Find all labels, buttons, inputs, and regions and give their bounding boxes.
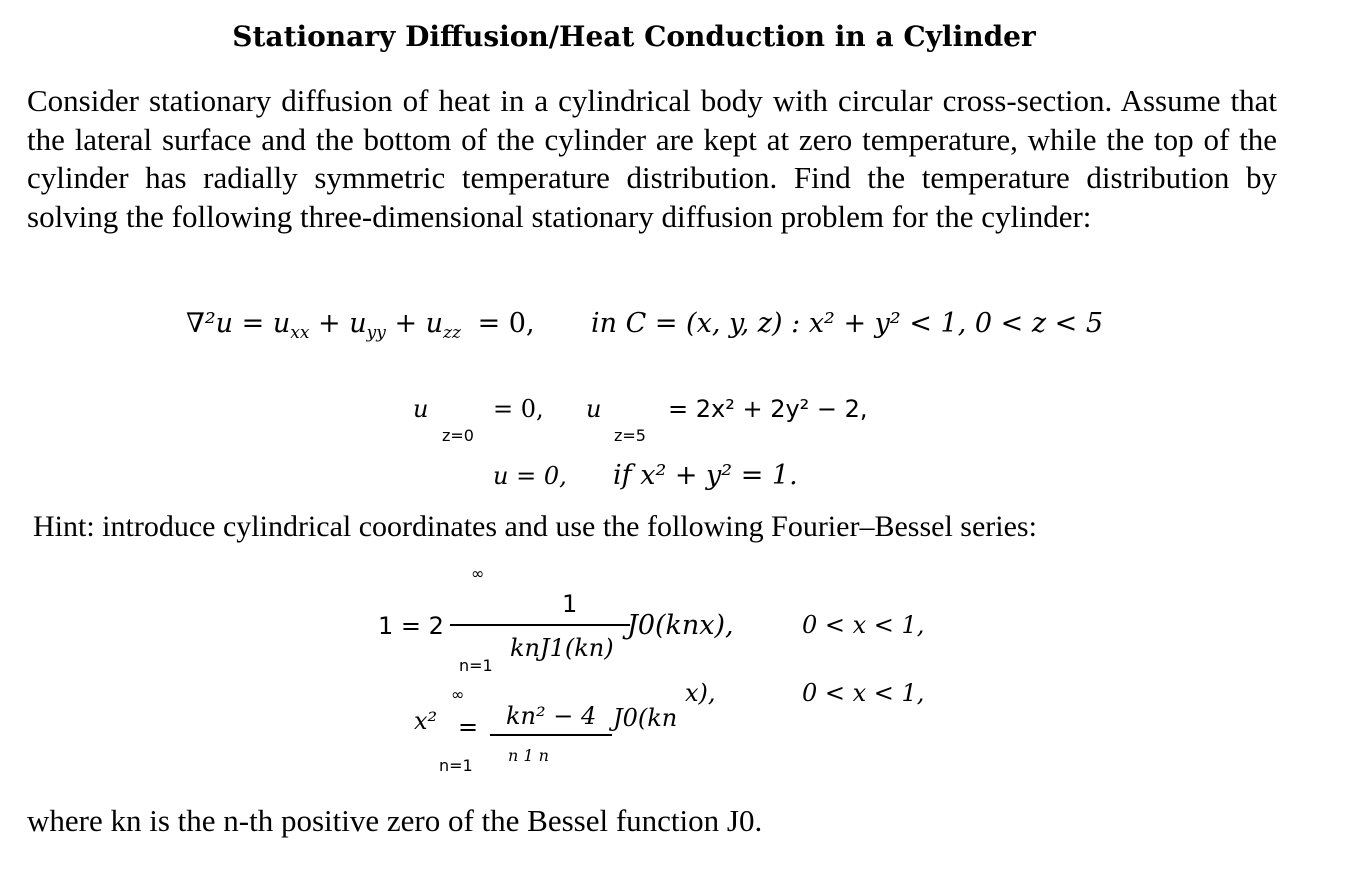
problem-statement: Consider stationary diffusion of heat in a cylindrical body with circular cross-section. Assume that the lateral surface and the bottom of the cylinder are kept at zero temperature, while the top of the cylinder has radially symmetric temperature distribution. Find the temperature distribution by solving the following three-dimensional stationary diffusion problem for the cylinder: bbox=[27, 83, 1277, 234]
bc-u-top: u bbox=[586, 395, 602, 423]
series2-lower-limit: n=1 bbox=[439, 756, 473, 775]
closing-text: where kn is the n-th positive zero of the Bessel function J0. bbox=[27, 803, 763, 838]
series1-denominator: knJ1(kn) bbox=[510, 634, 614, 662]
series2-term-end: x), bbox=[685, 679, 716, 707]
bc-bottom-subscript: z=0 bbox=[442, 426, 474, 445]
series1-lhs: 1 = 2 bbox=[378, 612, 444, 640]
bc-bottom-value: = 0, bbox=[493, 395, 544, 423]
series1-upper-limit: ∞ bbox=[471, 564, 485, 583]
series2-range: 0 < x < 1, bbox=[802, 679, 925, 707]
series2-fraction-bar bbox=[490, 734, 612, 736]
laplace-uyy: + u bbox=[318, 308, 367, 339]
bc-top-value: = 2x² + 2y² − 2, bbox=[668, 395, 868, 423]
domain-definition: in C = (x, y, z) : x² + y² < 1, 0 < z < 5 bbox=[591, 308, 1104, 339]
bc-lateral-condition: if x² + y² = 1. bbox=[613, 460, 798, 491]
series2-numerator: kn² − 4 bbox=[506, 702, 597, 730]
series1-term: J0(knx), bbox=[627, 610, 734, 641]
page-title: Stationary Diffusion/Heat Conduction in a Cylinder bbox=[232, 20, 1036, 53]
bc-u-bottom: u bbox=[413, 395, 429, 423]
series2-lhs: x² bbox=[414, 707, 438, 735]
series2-upper-limit: ∞ bbox=[451, 685, 465, 704]
bc-top-subscript: z=5 bbox=[614, 426, 646, 445]
series1-lower-limit: n=1 bbox=[459, 656, 493, 675]
series1-fraction-bar bbox=[450, 624, 630, 626]
laplace-equation: $\nabla^2u = u_{xx} + u_{yy} + u_{zz} = 0$, bbox=[186, 308, 535, 343]
series1-range: 0 < x < 1, bbox=[802, 611, 925, 639]
laplace-equals: = 0, bbox=[477, 308, 535, 339]
laplace-uzz: + u bbox=[394, 308, 444, 339]
series2-denominator: n 1 n bbox=[508, 746, 549, 765]
hint-text: Hint: introduce cylindrical coordinates and use the following Fourier–Bessel series: bbox=[33, 510, 1037, 543]
series2-equals: = bbox=[458, 713, 479, 741]
series1-numerator: 1 bbox=[562, 590, 578, 618]
bc-lateral-lhs: u = 0, bbox=[493, 462, 567, 490]
laplace-lhs: ∇²u = u bbox=[186, 308, 291, 339]
series2-term: J0(kn bbox=[613, 704, 678, 732]
